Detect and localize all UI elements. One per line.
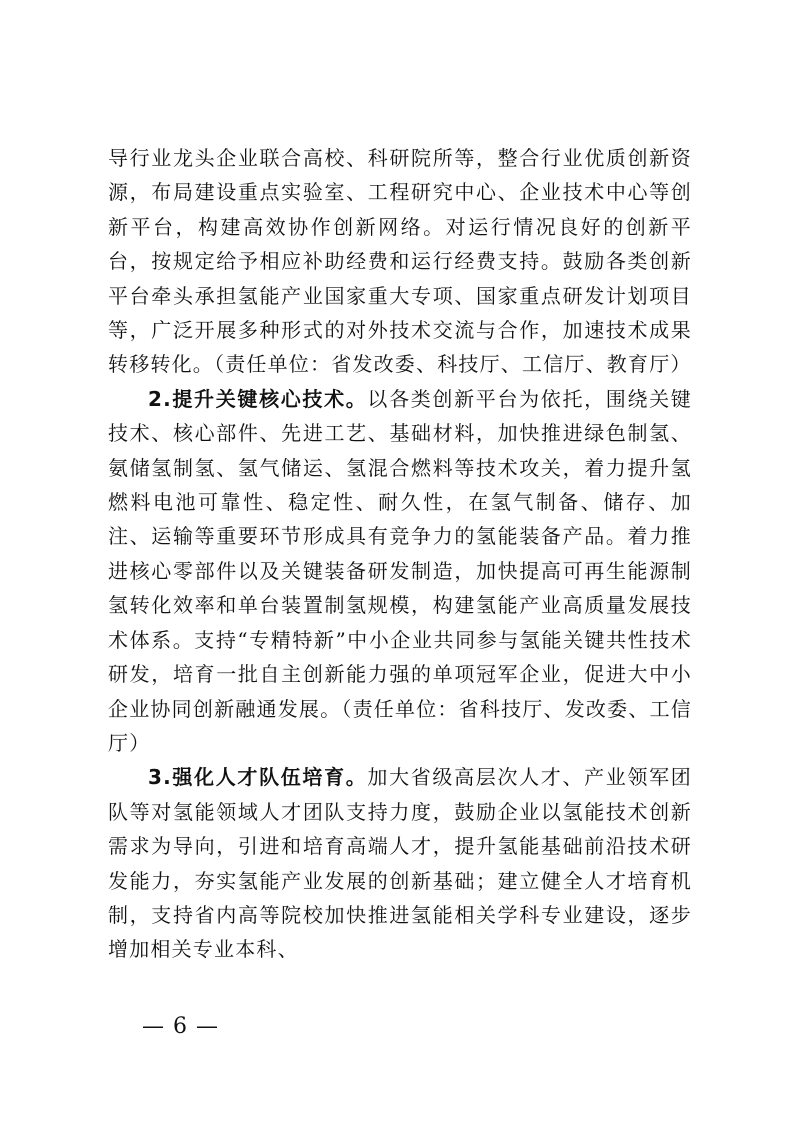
paragraph-2 <box>108 382 692 760</box>
paragraph-2-heading: 2.提升关键核心技术。 <box>148 386 368 411</box>
paragraph-2-body: 以各类创新平台为依托，围绕关键技术、核心部件、先进工艺、基础材料，加快推进绿色制氢、氨储氢制氢、氢气储运、氢混合燃料等技术攻关，着力提升氢燃料电池可靠性、稳定性、耐久性，在氢气制备、储存、加注、运输等重要环节形成具有竞争力的氢能装备产品。着力推进核心零部件以及关键装备研发制造，加快提高可再生能源制氢转化效率和单台装置制氢规模，构建氢能产业高质量发展技术体系。支持“专精特新”中小企业共同参与氢能关键共性技术研发，培育一批自主创新能力强的单项冠军企业，促进大中小企业协同创新融通发展。（责任单位：省科技厅、发改委、工信厅） <box>108 386 693 755</box>
paragraph-3-heading: 3.强化人才队伍培育。 <box>148 765 368 790</box>
page-number: — 6 — <box>142 1014 219 1039</box>
paragraph-3-body: 加大省级高层次人才、产业领军团队等对氢能领域人才团队支持力度，鼓励企业以氢能技术创新需求为导向，引进和培育高端人才，提升氢能基础前沿技术研发能力，夯实氢能产业发展的创新基础；建立健全人才培育机制，支持省内高等院校加快推进氢能相关学科专业建设，逐步增加相关专业本科、 <box>108 765 693 962</box>
paragraph-3 <box>108 760 692 966</box>
document-body <box>108 141 692 967</box>
paragraph-1-text: 导行业龙头企业联合高校、科研院所等，整合行业优质创新资源，布局建设重点实验室、工程研究中心、企业技术中心等创新平台，构建高效协作创新网络。对运行情况良好的创新平台，按规定给予相应补助经费和运行经费支持。鼓励各类创新平台牵头承担氢能产业国家重大专项、国家重点研发计划项目等，广泛开展多种形式的对外技术交流与合作，加速技术成果转移转化。（责任单位：省发改委、科技厅、工信厅、教育厅） <box>108 146 692 377</box>
paragraph-1 <box>108 141 692 382</box>
